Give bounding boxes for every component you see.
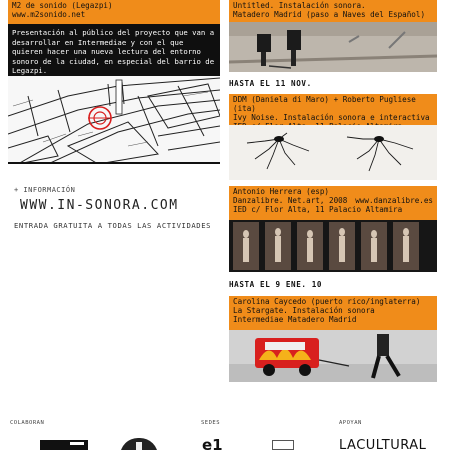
map-drawing: [8, 76, 220, 164]
date-until-nov: HASTA EL 11 NOV.: [229, 79, 312, 88]
sponsors-footer: [0, 412, 450, 450]
free-entry-note: ENTRADA GRATUITA A TODAS LAS ACTIVIDADES: [14, 221, 212, 230]
event-url[interactable]: www.danzalibre.es: [355, 196, 433, 205]
date-until-ene: HASTA EL 9 ENE. 10: [229, 280, 323, 289]
website-link[interactable]: WWW.IN-SONORA.COM: [20, 198, 179, 213]
sponsor-logo-2: [120, 438, 158, 450]
city-map-illustration: [8, 76, 220, 164]
project-header: [8, 0, 220, 24]
event-line: Danzalibre. Net.art, 2008: [233, 196, 348, 205]
event-danzalibre-header: [229, 186, 437, 220]
event-ivy-noise-photo: [229, 125, 437, 180]
project-title: M2 de sonido (Legazpi): [12, 1, 113, 10]
info-label: + INFORMACIÓN: [14, 186, 76, 194]
event-untitled-header: [229, 0, 437, 22]
event-line: Antonio Herrera (esp): [233, 187, 330, 196]
sedes-label: SEDES: [201, 420, 221, 426]
event-ivy-noise-header: [229, 94, 437, 125]
event-line-with-url: [233, 196, 433, 205]
event-line: La Stargate. Instalación sonora: [233, 306, 375, 315]
event-line: Matadero Madrid (paso a Naves del Español): [233, 10, 426, 19]
event-line: Untitled. Instalación sonora.: [233, 1, 366, 10]
colaboran-label: COLABORAN: [10, 420, 45, 426]
event-line: IED c/ Flor Alta, 11 Palacio Altamira: [233, 205, 403, 214]
event-stargate-header: [229, 296, 437, 330]
event-line: Ivy Noise. Instalación sonora e interactiva: [233, 113, 430, 122]
event-stargate-photo: [229, 330, 437, 382]
event-line: Intermediae Matadero Madrid: [233, 315, 357, 324]
event-danzalibre-photo: [229, 220, 437, 272]
event-line: DDM (Daniela di Maro) + Roberto Pugliese (ita): [233, 95, 416, 113]
sponsor-logo-1: [40, 440, 88, 450]
project-url[interactable]: www.m2sonido.net: [12, 10, 86, 19]
lacultural-logo: LACULTURAL: [339, 438, 427, 450]
apoyan-label: APOYAN: [339, 420, 362, 426]
sponsor-logo-3: [272, 440, 294, 450]
info-section: [14, 186, 224, 230]
event-line: Carolina Caycedo (puerto rico/inglaterra): [233, 297, 421, 306]
sede-logo: e1: [202, 436, 223, 450]
project-description-text: Presentación al público del proyecto que van a desarrollar en Intermediae y con el que quieren hacer una nueva lectura del entorno sonoro de la ciudad, en especial del barrio de Legazpi.: [12, 28, 215, 76]
project-description: [8, 24, 220, 76]
event-untitled-photo: [229, 22, 437, 72]
